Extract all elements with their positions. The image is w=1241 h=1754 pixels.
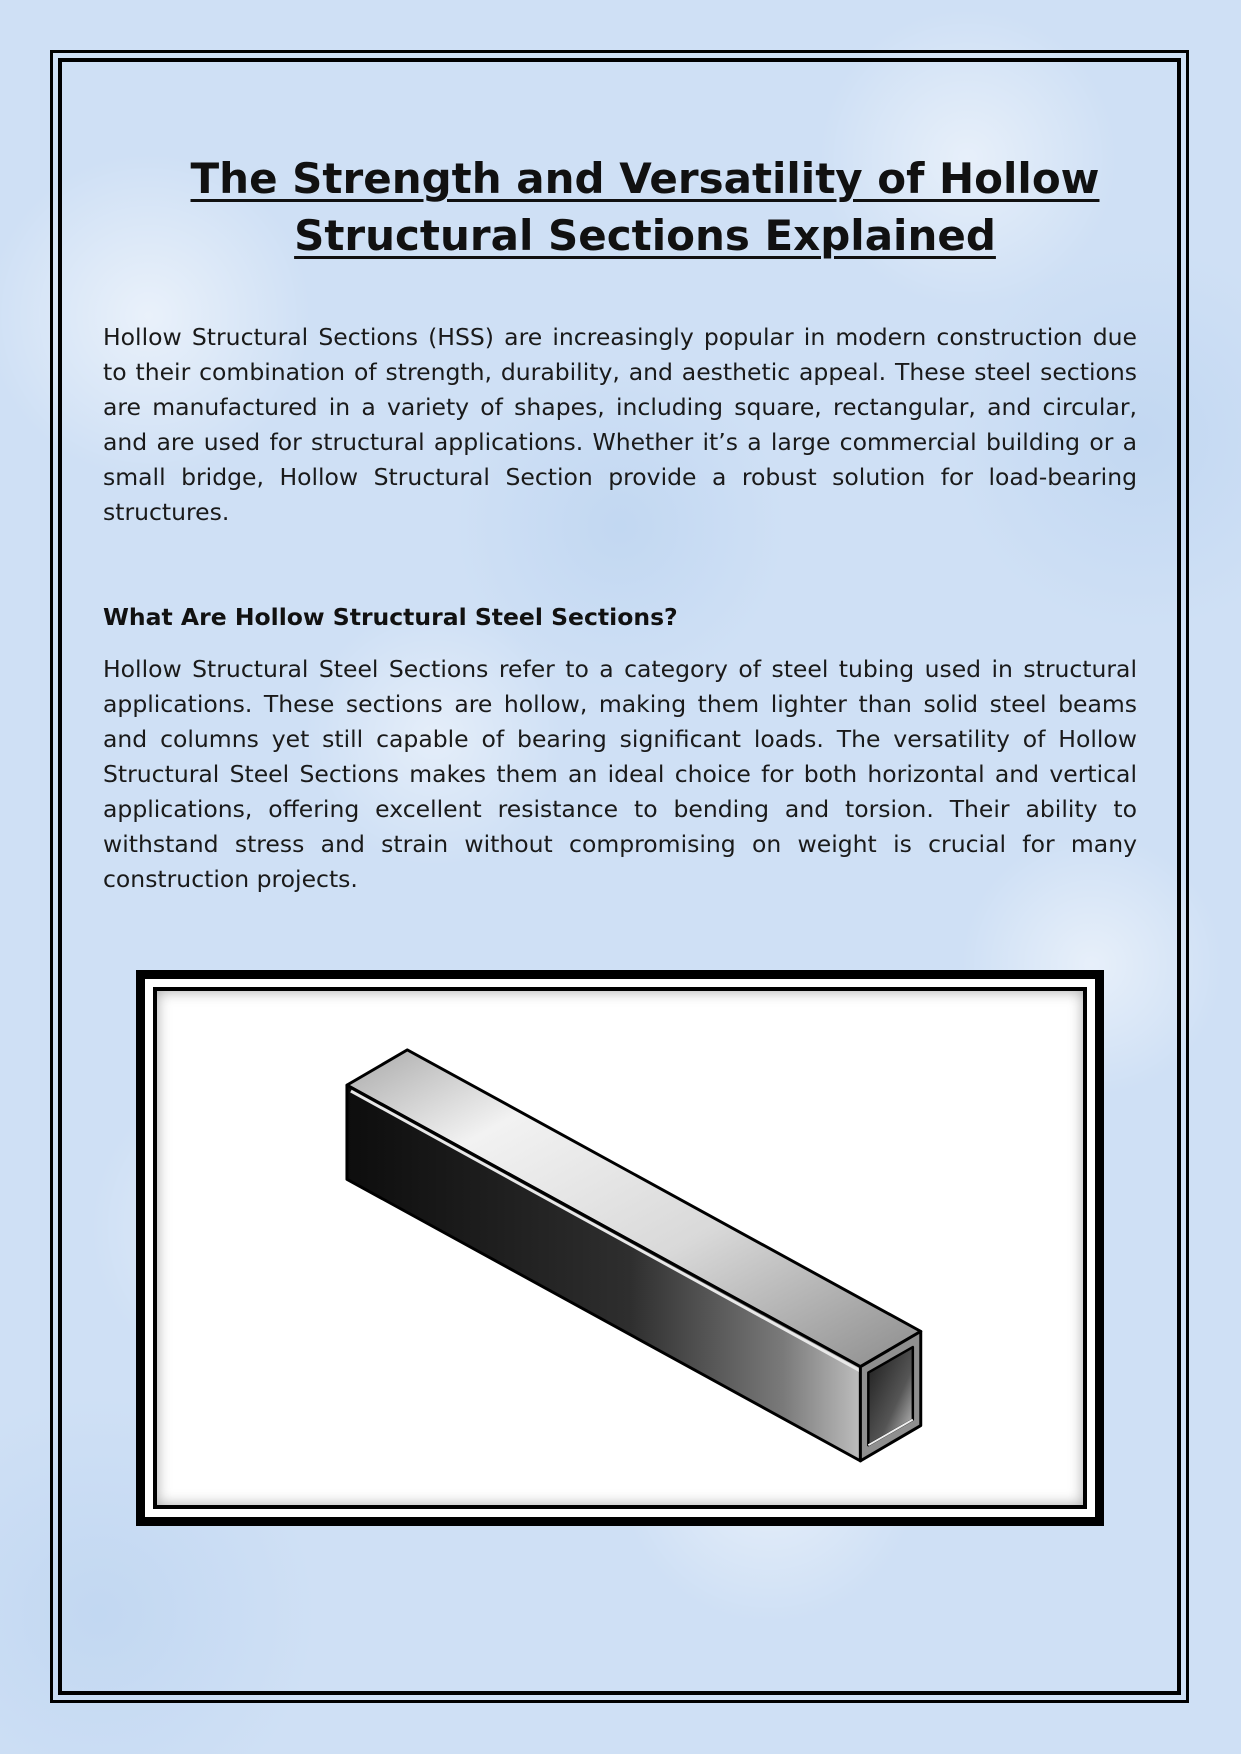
section-heading: What Are Hollow Structural Steel Sections?: [103, 603, 678, 631]
figure-inner-border: [153, 987, 1087, 1509]
page-title: The Strength and Versatility of Hollow Structural Sections Explained: [190, 154, 1100, 260]
intro-paragraph: Hollow Structural Sections (HSS) are increasingly popular in modern construction due to their combination of strength, durability, and aesthetic appeal. These steel sections are manufactured in a variety of shapes, including square, rectangular, and circular, and are used for structural applications. Whether it’s a large commercial building or a small bridge, Hollow Structural Section provide a robust solution for load-bearing structures.: [103, 323, 1137, 526]
figure-frame: [136, 970, 1104, 1526]
section-paragraph: Hollow Structural Steel Sections refer to a category of steel tubing used in structural applications. These sections are hollow, making them lighter than solid steel beams and columns yet still capable of bearing significant loads. The versatility of Hollow Structural Steel Sections makes them an ideal choice for both horizontal and vertical applications, offering excellent resistance to bending and torsion. Their ability to withstand stress and strain without compromising on weight is crucial for many construction projects.: [103, 655, 1137, 893]
square-steel-tube-illustration-icon: [157, 991, 1083, 1505]
